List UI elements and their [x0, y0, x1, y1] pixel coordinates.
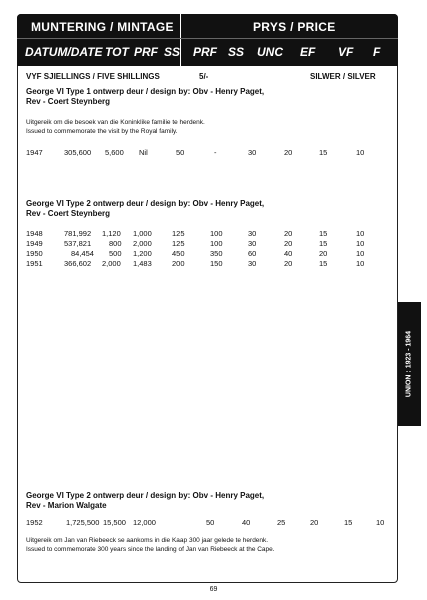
col-price-proof: PRF	[193, 45, 217, 59]
table-row: 1951 366,602 2,000 1,483 200 150 30 20 15 10	[26, 259, 365, 268]
price-heading: PRYS / PRICE	[253, 20, 336, 34]
issue-note-en: Issued to commemorate the visit by the Royal family.	[26, 128, 178, 135]
header-row-divider	[17, 38, 398, 39]
table-row: 1947 305,600 5,600 Nil 50 - 30 20 15 10	[26, 148, 365, 157]
header-divider	[180, 14, 181, 66]
table-row: 1950 84,454 500 1,200 450 350 60 40 20 10	[26, 249, 365, 258]
section-side-tab	[398, 302, 421, 426]
issue-note-af: Uitgereik om Jan van Riebeeck se aankoms in die Kaap 300 jaar gelede te herdenk.	[26, 537, 269, 544]
table-row: 1948 781,992 1,120 1,000 125 100 30 20 15 10	[26, 229, 365, 238]
col-mint-ss: SS	[164, 45, 181, 59]
type-title-rev: Rev - Marion Walgate	[26, 501, 107, 510]
metal-label: SILWER / SILVER	[310, 72, 376, 81]
col-mint-proof: PRF	[134, 45, 158, 59]
type-title: George VI Type 2 ontwerp deur / design by: Obv - Henry Paget,	[26, 491, 265, 500]
col-date: DATUM/DATE	[25, 45, 103, 59]
side-tab-label: UNION : 1923 - 1964	[405, 330, 413, 398]
page-number: 69	[209, 586, 218, 593]
table-row: 1952 1,725,500 15,500 12,000 50 40 25 20 15 10	[26, 518, 385, 527]
col-f: F	[373, 45, 381, 59]
mintage-heading: MUNTERING / MINTAGE	[31, 20, 174, 34]
type-title-rev: Rev - Coert Steynberg	[26, 97, 111, 106]
type-title-rev: Rev - Coert Steynberg	[26, 209, 111, 218]
denomination-label: VYF SJIELLINGS / FIVE SHILLINGS	[26, 72, 160, 81]
type-title: George VI Type 2 ontwerp deur / design by: Obv - Henry Paget,	[26, 199, 265, 208]
col-ef: EF	[300, 45, 316, 59]
issue-note-en: Issued to commemorate 300 years since the landing of Jan van Riebeeck at the Cape.	[26, 546, 275, 553]
issue-note-af: Uitgereik om die besoek van die Koninklike familie te herdenk.	[26, 119, 205, 126]
type-title: George VI Type 1 ontwerp deur / design by: Obv - Henry Paget,	[26, 87, 265, 96]
table-header	[17, 14, 398, 66]
col-vf: VF	[338, 45, 354, 59]
table-row: 1949 537,821 800 2,000 125 100 30 20 15 10	[26, 239, 365, 248]
col-price-ss: SS	[228, 45, 245, 59]
denomination-symbol: 5/-	[199, 72, 209, 81]
col-total: TOT	[105, 45, 129, 59]
col-unc: UNC	[257, 45, 283, 59]
